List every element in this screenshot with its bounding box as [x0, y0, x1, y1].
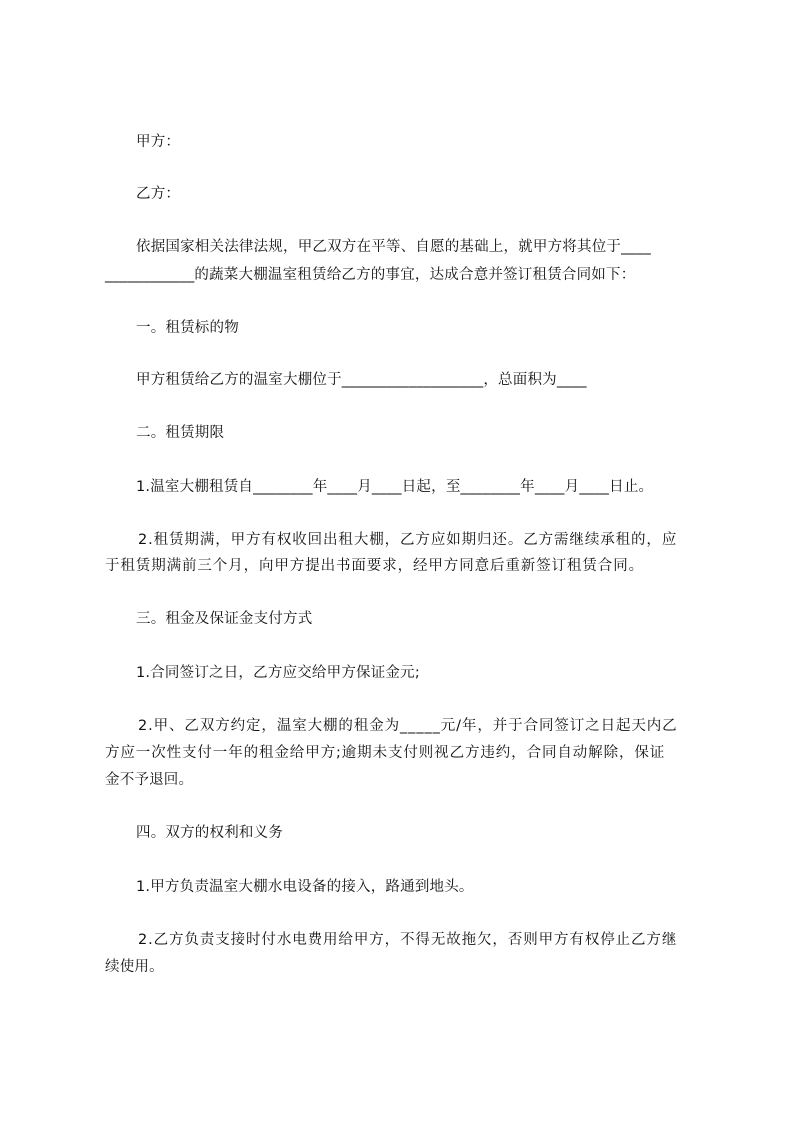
section-3-heading: 三。租金及保证金支付方式 — [136, 611, 313, 627]
section-1-heading: 一。租赁标的物 — [136, 320, 239, 336]
section-3-item-2-line-2: 方应一次性支付一年的租金给甲方;逾期未支付则视乙方违约，合同自动解除，保证 — [105, 745, 666, 761]
party-b-label: 乙方： — [136, 186, 181, 202]
section-4-item-2-line-1: 2.乙方负责支接时付水电费用给甲方，不得无故拖欠，否则甲方有权停止乙方继 — [138, 932, 678, 948]
intro-line-2: ____________的蔬菜大棚温室租赁给乙方的事宜，达成合意并签订租赁合同如下： — [105, 267, 636, 283]
section-2-item-2-line-1: 2.租赁期满，甲方有权收回出租大棚，乙方应如期归还。乙方需继续承租的，应 — [138, 532, 678, 548]
section-3-item-2-line-1: 2.甲、乙双方约定，温室大棚的租金为_____元/年，并于合同签订之日起天内乙 — [138, 718, 678, 734]
section-4-heading: 四。双方的权利和义务 — [136, 825, 283, 841]
section-3-item-2-line-3: 金不予退回。 — [105, 772, 194, 788]
intro-line-1: 依据国家相关法律法规，甲乙双方在平等、自愿的基础上，就甲方将其位于____ — [136, 239, 651, 255]
section-1-paragraph: 甲方租赁给乙方的温室大棚位于___________________，总面积为____ — [136, 372, 587, 388]
section-4-item-2-line-2: 续使用。 — [105, 959, 164, 975]
section-2-item-2-line-2: 于租赁期满前三个月，向甲方提出书面要求，经甲方同意后重新签订租赁合同。 — [105, 558, 644, 574]
section-2-item-1: 1.温室大棚租赁自________年____月____日起，至________年____月____日止。 — [136, 479, 654, 495]
section-4-item-1: 1.甲方负责温室大棚水电设备的接入，路通到地头。 — [136, 879, 474, 895]
party-a-label: 甲方： — [136, 134, 181, 150]
section-3-item-1: 1.合同签订之日，乙方应交给甲方保证金元; — [136, 665, 420, 681]
section-2-heading: 二。租赁期限 — [136, 425, 225, 441]
